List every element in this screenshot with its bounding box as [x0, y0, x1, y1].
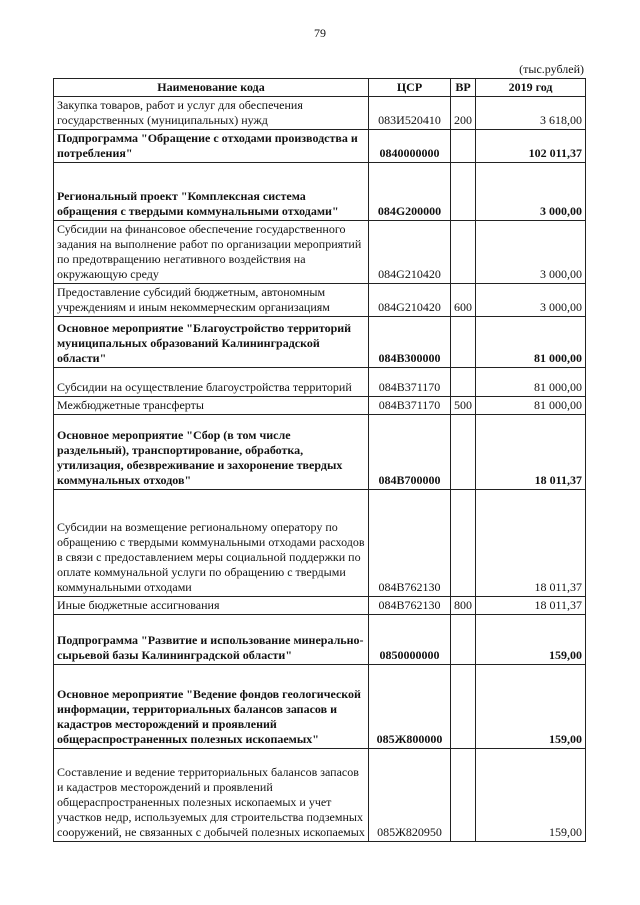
row-vr	[451, 665, 476, 749]
table-row	[54, 490, 586, 597]
row-sum: 159,00	[476, 615, 586, 665]
budget-table	[53, 78, 586, 842]
header-vr: ВР	[451, 79, 476, 97]
table-row	[54, 397, 586, 415]
row-csr: 084В371170	[369, 368, 451, 397]
row-vr	[451, 317, 476, 368]
row-sum: 159,00	[476, 665, 586, 749]
row-sum: 3 000,00	[476, 221, 586, 284]
header-name: Наименование кода	[54, 79, 369, 97]
row-sum: 3 618,00	[476, 97, 586, 130]
row-csr: 084G200000	[369, 163, 451, 221]
table-row	[54, 749, 586, 842]
row-vr	[451, 615, 476, 665]
header-year: 2019 год	[476, 79, 586, 97]
row-sum: 159,00	[476, 749, 586, 842]
row-name: Основное мероприятие "Благоустройство территорий муниципальных образований Калининградской области"	[54, 317, 369, 368]
row-csr: 084В762130	[369, 490, 451, 597]
row-sum: 81 000,00	[476, 397, 586, 415]
row-csr: 084В700000	[369, 415, 451, 490]
row-sum: 81 000,00	[476, 317, 586, 368]
row-csr: 0840000000	[369, 130, 451, 163]
table-row	[54, 97, 586, 130]
row-vr	[451, 749, 476, 842]
row-name: Закупка товаров, работ и услуг для обеспечения государственных (муниципальных) нужд	[54, 97, 369, 130]
row-csr: 083И520410	[369, 97, 451, 130]
row-csr: 084G210420	[369, 284, 451, 317]
row-name: Основное мероприятие "Сбор (в том числе раздельный), транспортирование, обработка, утилизация, обезвреживание и захоронение твердых коммунальных отходов"	[54, 415, 369, 490]
table-row	[54, 221, 586, 284]
row-sum: 18 011,37	[476, 597, 586, 615]
row-sum: 18 011,37	[476, 490, 586, 597]
row-name: Иные бюджетные ассигнования	[54, 597, 369, 615]
row-vr	[451, 368, 476, 397]
row-csr: 085Ж800000	[369, 665, 451, 749]
table-row	[54, 415, 586, 490]
row-sum: 18 011,37	[476, 415, 586, 490]
table-row	[54, 615, 586, 665]
table-row	[54, 284, 586, 317]
row-csr: 084В762130	[369, 597, 451, 615]
row-vr: 200	[451, 97, 476, 130]
units-label: (тыс.рублей)	[519, 62, 584, 76]
row-csr: 084В300000	[369, 317, 451, 368]
page-number: 79	[314, 26, 326, 40]
row-name: Субсидии на возмещение региональному оператору по обращению с твердыми коммунальными отходами расходов в связи с предоставлением меры социальной поддержки по оплате коммунальной услуги по обращению с твердыми коммунальными отходами	[54, 490, 369, 597]
table-row	[54, 368, 586, 397]
row-csr: 085Ж820950	[369, 749, 451, 842]
row-vr: 600	[451, 284, 476, 317]
table-row	[54, 597, 586, 615]
header-csr: ЦСР	[369, 79, 451, 97]
row-name: Подпрограмма "Обращение с отходами производства и потребления"	[54, 130, 369, 163]
row-name: Региональный проект "Комплексная система обращения с твердыми коммунальными отходами"	[54, 163, 369, 221]
row-csr: 084В371170	[369, 397, 451, 415]
row-name: Субсидии на финансовое обеспечение государственного задания на выполнение работ по организации мероприятий по предотвращению негативного воздействия на окружающую среду	[54, 221, 369, 284]
table-row	[54, 317, 586, 368]
table-row	[54, 665, 586, 749]
row-vr	[451, 415, 476, 490]
row-sum: 102 011,37	[476, 130, 586, 163]
row-vr: 800	[451, 597, 476, 615]
row-name: Основное мероприятие "Ведение фондов геологической информации, территориальных балансов запасов и кадастров месторождений и проявлений общераспространенных полезных ископаемых"	[54, 665, 369, 749]
table-row	[54, 130, 586, 163]
row-sum: 81 000,00	[476, 368, 586, 397]
row-name: Межбюджетные трансферты	[54, 397, 369, 415]
row-sum: 3 000,00	[476, 163, 586, 221]
row-csr: 084G210420	[369, 221, 451, 284]
row-vr	[451, 130, 476, 163]
row-name: Составление и ведение территориальных балансов запасов и кадастров месторождений и проявлений общераспространенных полезных ископаемых и учет участков недр, используемых для строительства подземных сооружений, не связанных с добычей полезных ископаемых	[54, 749, 369, 842]
row-vr	[451, 163, 476, 221]
row-name: Предоставление субсидий бюджетным, автономным учреждениям и иным некоммерческим организациям	[54, 284, 369, 317]
row-vr	[451, 221, 476, 284]
row-csr: 0850000000	[369, 615, 451, 665]
table-row	[54, 163, 586, 221]
row-name: Подпрограмма "Развитие и использование минерально-сырьевой базы Калининградской области"	[54, 615, 369, 665]
row-sum: 3 000,00	[476, 284, 586, 317]
row-name: Субсидии на осуществление благоустройства территорий	[54, 368, 369, 397]
row-vr: 500	[451, 397, 476, 415]
row-vr	[451, 490, 476, 597]
table-header-row	[54, 79, 586, 97]
